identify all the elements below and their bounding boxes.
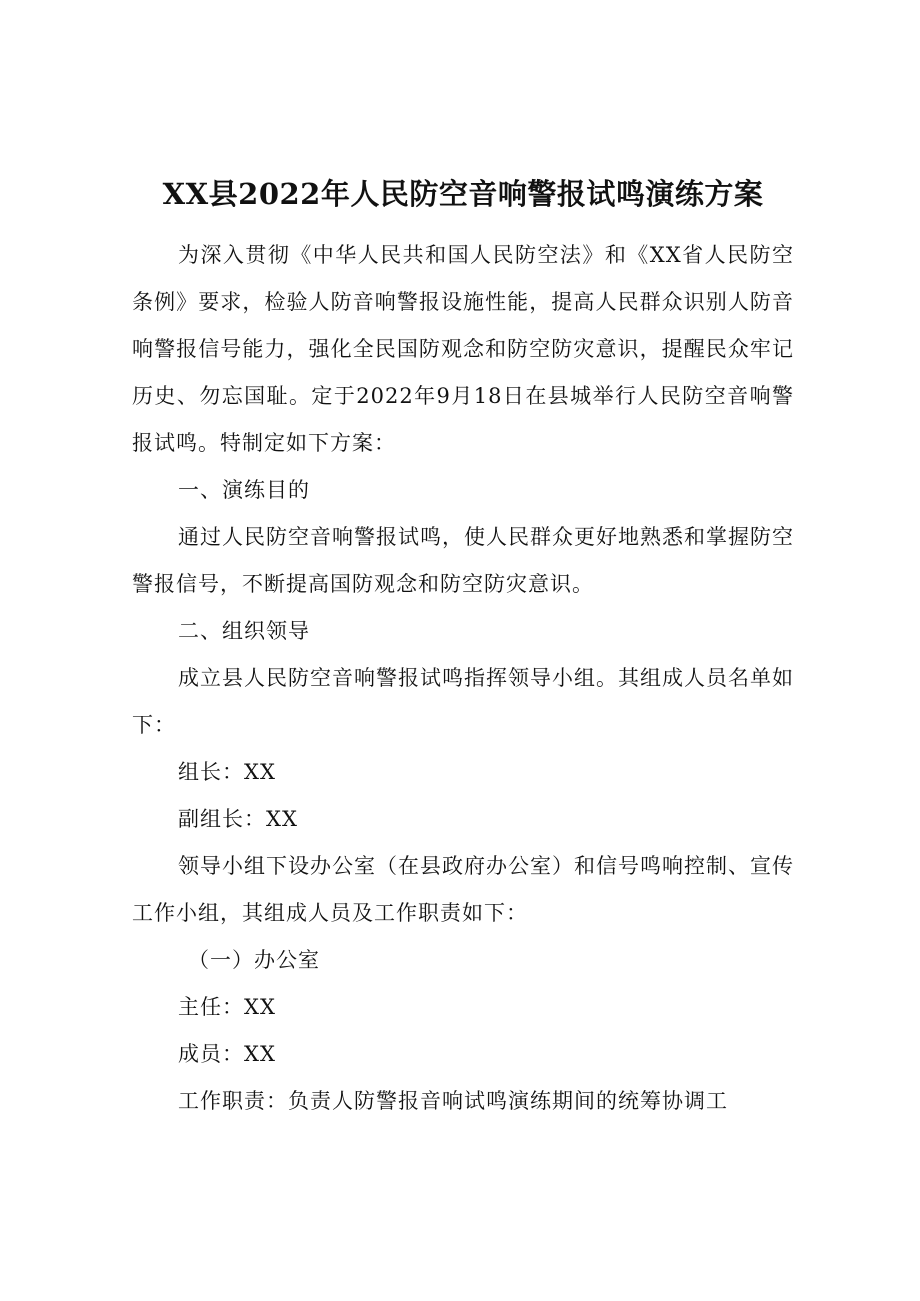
members-line: 成员：XX [178, 1042, 276, 1066]
document-page [132, 172, 794, 1125]
subsection-heading-office: （一）办公室 [188, 948, 320, 972]
section-heading-purpose: 一、演练目的 [178, 478, 310, 502]
office-setup-paragraph: 领导小组下设办公室（在县政府办公室）和信号鸣响控制、宣传工作小组，其组成人员及工作职责如下： [132, 854, 794, 925]
leader-line: 组长：XX [178, 760, 276, 784]
duties-line: 工作职责：负责人防警报音响试鸣演练期间的统筹协调工 [178, 1089, 728, 1113]
director-line: 主任：XX [178, 995, 276, 1019]
organization-paragraph: 成立县人民防空音响警报试鸣指挥领导小组。其组成人员名单如下： [132, 666, 794, 737]
deputy-leader-line: 副组长：XX [178, 807, 298, 831]
section-heading-organization: 二、组织领导 [178, 619, 310, 643]
document-title: XX县2022年人民防空音响警报试鸣演练方案 [162, 177, 764, 211]
intro-paragraph: 为深入贯彻《中华人民共和国人民防空法》和《XX省人民防空条例》要求，检验人防音响警报设施性能，提高人民群众识别人防音响警报信号能力，强化全民国防观念和防空防灾意识，提醒民众牢记历史、勿忘国耻。定于2022年9月18日在县城举行人民防空音响警报试鸣。特制定如下方案： [132, 243, 794, 455]
purpose-paragraph: 通过人民防空音响警报试鸣，使人民群众更好地熟悉和掌握防空警报信号，不断提高国防观念和防空防灾意识。 [132, 525, 794, 596]
